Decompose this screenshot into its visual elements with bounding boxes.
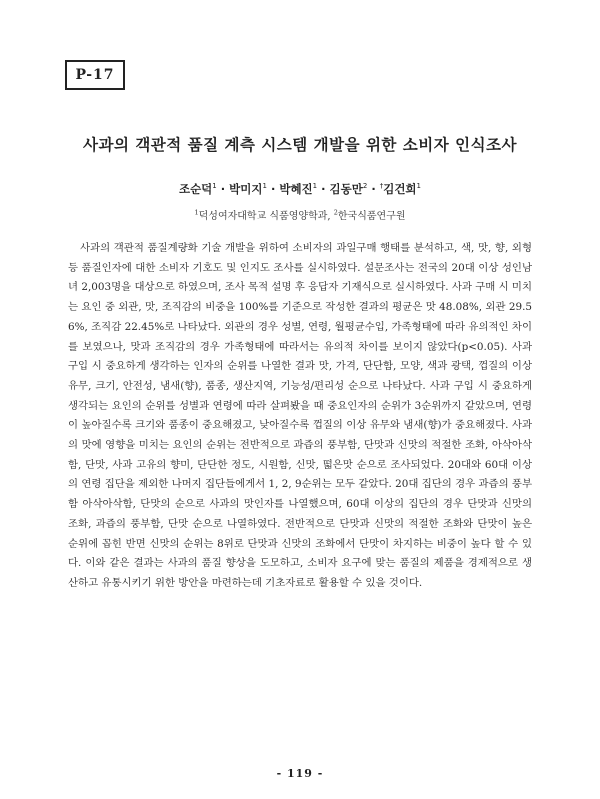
page-number: - 119 - <box>276 767 324 780</box>
author-affiliation-mark: 1 <box>312 182 318 191</box>
author-separator: · <box>266 182 280 196</box>
author-affiliation-mark: 1 <box>416 182 422 191</box>
author-name: 김동만$^2$ <box>329 182 368 196</box>
author-separator: · <box>317 182 330 196</box>
abstract-paragraph: 사과의 객관적 품질계량화 기술 개발을 위하여 소비자의 과일구매 행태를 분석하고, 색, 맛, 향, 외형 등 품질인자에 대한 소비자 기호도 및 인지도 조사를 실시하였다. 설문조사는 전국의 20대 이상 성인남녀 2,003명을 대상으로 하였으며, 조사 목적 설명 후 응답자 기재식으로 실시하였다. 사과 구매 시 미치는 요인 중 외관, 맛, 조직감의 비중을 100%를 기준으로 작성한 결과의 평균은 맛 48.08%, 외관 29.56%, 조직감 22.45%로 나타났다. 외관의 경우 성별, 연령, 월평균수입, 가족형태에 따라 유의적인 차이를 보였으나, 맛과 조직감의 경우 가족형태에 따라서는 유의적 차이를 보이지 않았다(p<0.05). 사과 구입 시 중요하게 생각하는 인자의 순위를 나열한 결과 맛, 가격, 단단함, 모양, 색과 광택, 껍질의 이상 유무, 크기, 안전성, 냄새(향), 품종, 생산지역, 기능성/편리성 순으로 나타났다. 사과 구입 시 중요하게 생각되는 요인의 순위를 성별과 연령에 따라 살펴봤을 때 중요인자의 순위가 3순위까지 같았으며, 연령이 높아질수록 크기와 품종이 중요해졌고, 낮아질수록 껍질의 이상 유무와 냄새(향)가 중요해졌다. 사과의 맛에 영향을 미치는 요인의 순위는 전반적으로 과즙의 풍부함, 단맛과 신맛의 적절한 조화, 아삭아삭함, 단맛, 사과 고유의 향미, 단단한 정도, 시원함, 신맛, 떫은맛 순으로 조사되었다. 20대와 60대 이상의 연령 집단을 제외한 나머지 집단들에게서 1, 2, 9순위는 모두 같았다. 20대 집단의 경우 과즙의 풍부함 아삭아삭함, 단맛의 순으로 사과의 맛인자를 나열했으며, 60대 이상의 집단의 경우 단맛과 신맛의 조화, 과즙의 풍부함, 단맛 순으로 나열하였다. 전반적으로 단맛과 신맛의 적절한 조화와 단맛이 높은 순위에 꼽힌 반면 신맛의 순위는 8위로 단맛과 신맛의 조화에서 단맛이 차지하는 비중이 높다 할 수 있다. 이와 같은 결과는 사과의 품질 향상을 도모하고, 소비자 요구에 맞는 품질의 제품을 경제적으로 생산하고 유통시키기 위한 방안을 마련하는데 기초자료로 활용할 수 있을 것이다. <box>68 242 533 589</box>
author-list <box>0 181 600 197</box>
affiliation: $^2$한국식품연구원 <box>333 208 406 222</box>
author-affiliation-mark: 1 <box>262 182 267 191</box>
author-separator: · <box>216 182 230 196</box>
author-name: 조순덕$^1$ <box>178 182 217 196</box>
abstract <box>68 239 532 594</box>
author-affiliation-mark: 2 <box>362 182 368 191</box>
paper-title: 사과의 객관적 품질 계측 시스템 개발을 위한 소비자 인식조사 <box>83 136 517 154</box>
affiliation-list <box>0 207 600 222</box>
session-code: P-17 <box>75 67 115 83</box>
corresponding-author-mark: † <box>379 182 384 191</box>
author-name: †김건희$^1$ <box>379 182 422 196</box>
author-affiliation-mark: 1 <box>212 182 217 191</box>
session-code-box <box>65 60 125 90</box>
author-name: 박혜진$^1$ <box>279 182 318 196</box>
author-separator: · <box>367 182 380 196</box>
affiliation: $^1$덕성여자대학교 식품영양학과, <box>194 208 331 222</box>
author-name: 박미지$^1$ <box>229 182 267 196</box>
